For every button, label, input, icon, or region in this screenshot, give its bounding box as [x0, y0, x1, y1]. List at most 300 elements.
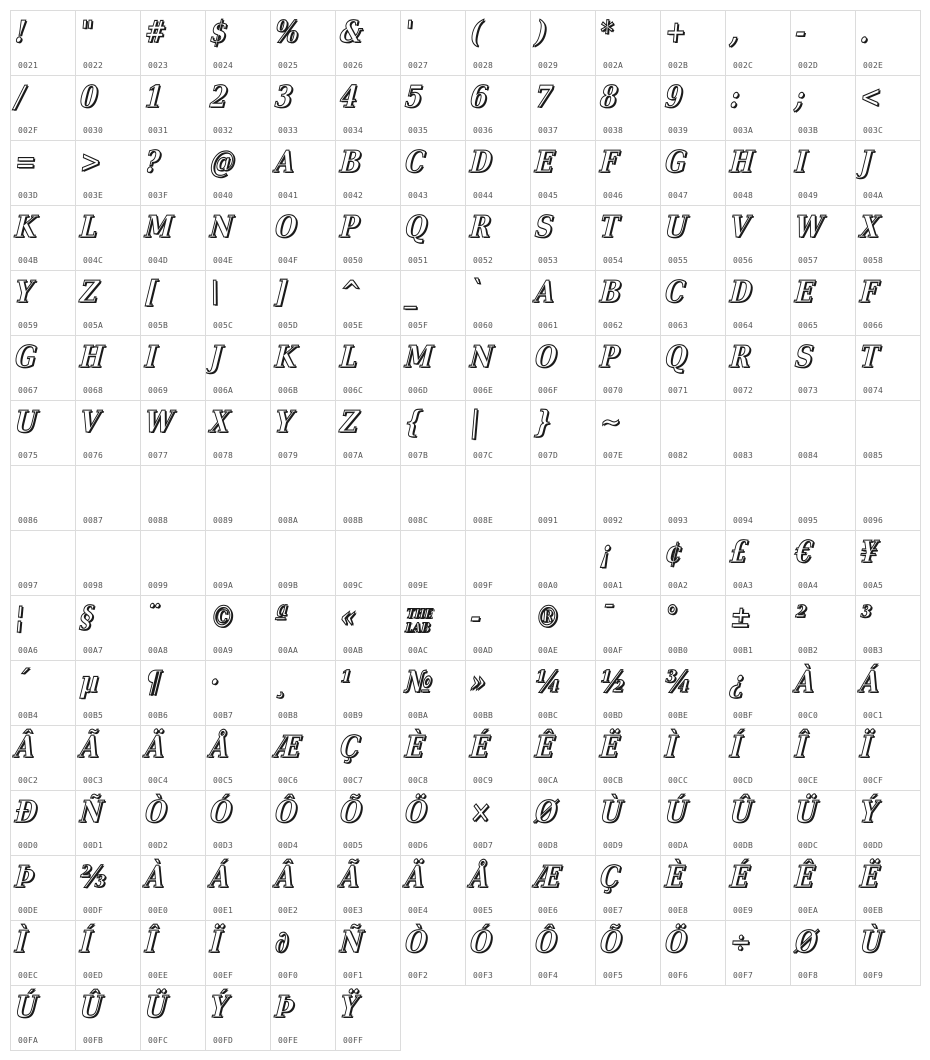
glyph-cell — [270, 140, 336, 206]
glyph-cell — [725, 530, 791, 596]
glyph-char: " — [78, 15, 95, 50]
glyph-char: K — [273, 340, 299, 375]
glyph-cell — [205, 920, 271, 986]
glyph-cell — [855, 790, 921, 856]
glyph-char: X — [858, 210, 881, 245]
glyph-cell — [205, 530, 271, 596]
glyph-cell — [465, 725, 531, 791]
glyph-code-label: 0078 — [213, 451, 234, 460]
glyph-char: Â — [273, 860, 296, 895]
glyph-code-label: 0056 — [733, 256, 754, 265]
glyph-code-label: 00B1 — [733, 646, 754, 655]
glyph-char: ⅔ — [78, 860, 108, 895]
glyph-cell — [205, 465, 271, 531]
glyph-code-label: 00C1 — [863, 711, 884, 720]
glyph-char: Ò — [143, 795, 169, 830]
glyph-cell — [725, 855, 791, 921]
glyph-char: F — [598, 145, 620, 180]
glyph-cell — [335, 10, 401, 76]
glyph-code-label: 005F — [408, 321, 429, 330]
glyph-code-label: 0044 — [473, 191, 494, 200]
glyph-code-label: 0027 — [408, 61, 429, 70]
glyph-cell — [465, 790, 531, 856]
glyph-char: . — [858, 15, 871, 50]
glyph-code-label: 0033 — [278, 126, 299, 135]
glyph-char: Ñ — [78, 795, 105, 830]
glyph-cell — [725, 660, 791, 726]
glyph-char: > — [78, 145, 103, 180]
glyph-cell — [75, 335, 141, 401]
glyph-char: N — [208, 210, 235, 245]
glyph-code-label: 00EF — [213, 971, 234, 980]
glyph-code-label: 0038 — [603, 126, 624, 135]
glyph-char: T — [598, 210, 621, 245]
glyph-cell — [335, 465, 401, 531]
glyph-cell — [465, 595, 531, 661]
glyph-code-label: 00CB — [603, 776, 624, 785]
glyph-cell — [205, 75, 271, 141]
glyph-cell — [10, 595, 76, 661]
glyph-code-label: 0021 — [18, 61, 39, 70]
glyph-code-label: 00D4 — [278, 841, 299, 850]
glyph-char: Ü — [143, 990, 169, 1025]
glyph-code-label: 00B3 — [863, 646, 884, 655]
glyph-code-label: 008A — [278, 516, 299, 525]
glyph-code-label: 0059 — [18, 321, 39, 330]
glyph-char: » — [468, 665, 488, 700]
glyph-char: T — [858, 340, 881, 375]
glyph-char: 9 — [663, 80, 684, 115]
glyph-code-label: 00F0 — [278, 971, 299, 980]
glyph-code-label: 0029 — [538, 61, 559, 70]
glyph-code-label: 00A9 — [213, 646, 234, 655]
glyph-cell — [855, 595, 921, 661]
glyph-cell — [140, 920, 206, 986]
glyph-char: G — [663, 145, 688, 180]
glyph-cell — [530, 595, 596, 661]
glyph-code-label: 006B — [278, 386, 299, 395]
glyph-code-label: 0046 — [603, 191, 624, 200]
glyph-cell — [790, 920, 856, 986]
glyph-code-label: 00E4 — [408, 906, 429, 915]
glyph-cell — [270, 920, 336, 986]
glyph-cell — [75, 400, 141, 466]
glyph-char: I — [793, 145, 809, 180]
glyph-code-label: 0041 — [278, 191, 299, 200]
glyph-cell — [270, 465, 336, 531]
glyph-code-label: 008E — [473, 516, 494, 525]
glyph-char: 7 — [533, 80, 554, 115]
glyph-cell — [660, 465, 726, 531]
glyph-char: µ — [78, 665, 100, 700]
glyph-code-label: 0068 — [83, 386, 104, 395]
glyph-cell — [660, 75, 726, 141]
glyph-char: A — [533, 275, 556, 310]
glyph-code-label: 00AD — [473, 646, 494, 655]
glyph-code-label: 00B5 — [83, 711, 104, 720]
glyph-code-label: 004C — [83, 256, 104, 265]
glyph-char: 6 — [468, 80, 489, 115]
glyph-code-label: 00C6 — [278, 776, 299, 785]
glyph-char: Y — [13, 275, 35, 310]
glyph-char: J — [858, 145, 874, 180]
glyph-cell — [855, 140, 921, 206]
glyph-code-label: 003A — [733, 126, 754, 135]
glyph-cell — [595, 530, 661, 596]
glyph-cell — [75, 10, 141, 76]
glyph-char: × — [468, 795, 493, 830]
glyph-cell — [400, 920, 466, 986]
glyph-char: \ — [208, 275, 221, 310]
glyph-code-label: 0032 — [213, 126, 234, 135]
glyph-char: Ê — [533, 730, 556, 765]
glyph-code-label: 00DC — [798, 841, 819, 850]
glyph-char: G — [13, 340, 38, 375]
glyph-code-label: 00C2 — [18, 776, 39, 785]
glyph-cell — [855, 75, 921, 141]
glyph-cell — [855, 920, 921, 986]
glyph-char: © — [208, 600, 237, 635]
glyph-cell — [205, 400, 271, 466]
glyph-code-label: 00DB — [733, 841, 754, 850]
glyph-cell — [140, 10, 206, 76]
glyph-code-label: 00FC — [148, 1036, 169, 1045]
glyph-code-label: 00F6 — [668, 971, 689, 980]
glyph-code-label: 00AF — [603, 646, 624, 655]
glyph-cell — [400, 465, 466, 531]
glyph-code-label: 003B — [798, 126, 819, 135]
glyph-cell — [530, 205, 596, 271]
glyph-code-label: 00D9 — [603, 841, 624, 850]
glyph-cell — [595, 465, 661, 531]
glyph-cell — [660, 595, 726, 661]
glyph-code-label: 0091 — [538, 516, 559, 525]
glyph-cell — [790, 335, 856, 401]
glyph-char: O — [273, 210, 299, 245]
glyph-code-label: 0047 — [668, 191, 689, 200]
glyph-code-label: 0036 — [473, 126, 494, 135]
glyph-cell — [530, 530, 596, 596]
glyph-cell — [660, 790, 726, 856]
glyph-code-label: 00E9 — [733, 906, 754, 915]
glyph-cell — [335, 140, 401, 206]
glyph-code-label: 007C — [473, 451, 494, 460]
glyph-char: Ý — [858, 795, 880, 830]
glyph-code-label: 00F1 — [343, 971, 364, 980]
glyph-cell — [530, 465, 596, 531]
glyph-code-label: 005A — [83, 321, 104, 330]
glyph-code-label: 00A6 — [18, 646, 39, 655]
glyph-cell — [400, 335, 466, 401]
glyph-char: Đ — [13, 795, 39, 830]
glyph-char: ® — [533, 600, 562, 635]
glyph-char: Â — [13, 730, 36, 765]
glyph-char: _ — [403, 275, 420, 310]
glyph-code-label: 00C7 — [343, 776, 364, 785]
glyph-code-label: 00E1 — [213, 906, 234, 915]
glyph-code-label: 00DF — [83, 906, 104, 915]
glyph-char: ¡ — [598, 535, 613, 570]
glyph-char: + — [663, 15, 688, 50]
glyph-char: 3 — [273, 80, 294, 115]
glyph-cell — [335, 595, 401, 661]
glyph-code-label: 0096 — [863, 516, 884, 525]
glyph-char: Ÿ — [338, 990, 360, 1025]
glyph-cell — [270, 400, 336, 466]
glyph-code-label: 00BF — [733, 711, 754, 720]
glyph-code-label: 00D0 — [18, 841, 39, 850]
glyph-cell — [75, 660, 141, 726]
glyph-char: J — [208, 340, 224, 375]
glyph-char: S — [793, 340, 815, 375]
glyph-code-label: 00D3 — [213, 841, 234, 850]
glyph-cell — [725, 335, 791, 401]
glyph-code-label: 0028 — [473, 61, 494, 70]
glyph-cell — [530, 790, 596, 856]
glyph-code-label: 00A8 — [148, 646, 169, 655]
glyph-code-label: 0052 — [473, 256, 494, 265]
glyph-code-label: 009C — [343, 581, 364, 590]
glyph-cell — [660, 335, 726, 401]
glyph-code-label: 00C5 — [213, 776, 234, 785]
glyph-char: Í — [78, 925, 94, 960]
glyph-cell — [530, 400, 596, 466]
glyph-code-label: 00BE — [668, 711, 689, 720]
glyph-cell — [75, 140, 141, 206]
glyph-cell — [400, 530, 466, 596]
glyph-code-label: 00AE — [538, 646, 559, 655]
glyph-cell — [335, 985, 401, 1051]
glyph-cell — [140, 530, 206, 596]
glyph-code-label: 009A — [213, 581, 234, 590]
glyph-cell — [335, 400, 401, 466]
glyph-char: B — [338, 145, 363, 180]
glyph-char: Î — [143, 925, 159, 960]
glyph-cell — [595, 920, 661, 986]
glyph-char: À — [793, 665, 816, 700]
glyph-code-label: 008B — [343, 516, 364, 525]
glyph-cell — [205, 855, 271, 921]
glyph-code-label: 00AA — [278, 646, 299, 655]
glyph-code-label: 0062 — [603, 321, 624, 330]
glyph-char: ¼ — [533, 665, 563, 700]
glyph-cell — [10, 465, 76, 531]
glyph-code-label: 00E6 — [538, 906, 559, 915]
glyph-char: < — [858, 80, 883, 115]
glyph-cell — [790, 10, 856, 76]
glyph-char: C — [403, 145, 427, 180]
glyph-code-label: 0077 — [148, 451, 169, 460]
glyph-cell — [725, 140, 791, 206]
glyph-cell — [140, 75, 206, 141]
glyph-code-label: 006D — [408, 386, 429, 395]
glyph-char: № — [403, 665, 434, 700]
glyph-char: Ë — [598, 730, 621, 765]
glyph-char: O — [533, 340, 559, 375]
glyph-char: Û — [78, 990, 104, 1025]
glyph-char: ¾ — [663, 665, 693, 700]
glyph-cell — [465, 660, 531, 726]
glyph-code-label: 00DA — [668, 841, 689, 850]
glyph-code-label: 006A — [213, 386, 234, 395]
glyph-char: Ì — [13, 925, 29, 960]
glyph-char: ] — [273, 275, 289, 310]
glyph-cell — [400, 595, 466, 661]
glyph-code-label: 00F2 — [408, 971, 429, 980]
glyph-code-label: 008C — [408, 516, 429, 525]
glyph-cell — [10, 660, 76, 726]
glyph-cell — [270, 270, 336, 336]
glyph-cell — [75, 270, 141, 336]
glyph-code-label: 00B0 — [668, 646, 689, 655]
glyph-cell — [530, 335, 596, 401]
glyph-char: Ô — [533, 925, 559, 960]
glyph-code-label: 0063 — [668, 321, 689, 330]
glyph-cell — [400, 660, 466, 726]
glyph-cell — [790, 205, 856, 271]
glyph-char: Í — [728, 730, 744, 765]
glyph-cell — [725, 725, 791, 791]
glyph-cell — [400, 790, 466, 856]
glyph-char: M — [403, 340, 435, 375]
glyph-char: - — [468, 600, 483, 635]
glyph-char: Ø — [533, 795, 559, 830]
glyph-cell — [855, 335, 921, 401]
glyph-code-label: 0087 — [83, 516, 104, 525]
glyph-code-label: 00BB — [473, 711, 494, 720]
glyph-cell — [725, 790, 791, 856]
glyph-code-label: 00E8 — [668, 906, 689, 915]
glyph-code-label: 00FF — [343, 1036, 364, 1045]
glyph-cell — [725, 595, 791, 661]
glyph-code-label: 003D — [18, 191, 39, 200]
glyph-char: 1 — [143, 80, 164, 115]
glyph-cell — [660, 920, 726, 986]
glyph-code-label: 0070 — [603, 386, 624, 395]
glyph-cell — [10, 725, 76, 791]
glyph-cell — [140, 270, 206, 336]
glyph-code-label: 00B4 — [18, 711, 39, 720]
glyph-code-label: 0083 — [733, 451, 754, 460]
glyph-cell — [10, 335, 76, 401]
glyph-code-label: 007A — [343, 451, 364, 460]
glyph-char: Z — [78, 275, 100, 310]
glyph-cell — [140, 660, 206, 726]
glyph-code-label: 0097 — [18, 581, 39, 590]
glyph-cell — [660, 725, 726, 791]
glyph-code-label: 00CF — [863, 776, 884, 785]
glyph-cell — [270, 530, 336, 596]
glyph-cell — [855, 205, 921, 271]
glyph-cell — [75, 530, 141, 596]
glyph-char: L — [338, 340, 360, 375]
glyph-cell — [725, 270, 791, 336]
glyph-char: Ñ — [338, 925, 365, 960]
glyph-cell — [465, 335, 531, 401]
glyph-code-label: 004D — [148, 256, 169, 265]
glyph-code-label: 00CC — [668, 776, 689, 785]
glyph-cell — [140, 725, 206, 791]
glyph-char: / — [13, 80, 26, 115]
glyph-cell — [465, 140, 531, 206]
glyph-char: % — [273, 15, 301, 50]
glyph-char: ª — [273, 600, 289, 635]
glyph-code-label: 0039 — [668, 126, 689, 135]
glyph-char: Ö — [663, 925, 689, 960]
glyph-char: R — [728, 340, 753, 375]
glyph-code-label: 005C — [213, 321, 234, 330]
glyph-code-label: 00B6 — [148, 711, 169, 720]
glyph-code-label: 0069 — [148, 386, 169, 395]
glyph-code-label: 0082 — [668, 451, 689, 460]
glyph-char: ³ — [858, 600, 873, 635]
glyph-char: 4 — [338, 80, 359, 115]
glyph-code-label: 00D7 — [473, 841, 494, 850]
glyph-cell — [855, 400, 921, 466]
glyph-char: Ë — [858, 860, 881, 895]
glyph-char: ¥ — [858, 535, 879, 570]
glyph-char: ( — [468, 15, 484, 50]
glyph-cell — [140, 400, 206, 466]
glyph-code-label: 0067 — [18, 386, 39, 395]
glyph-cell — [660, 140, 726, 206]
glyph-cell — [270, 790, 336, 856]
glyph-char: S — [533, 210, 555, 245]
glyph-char: P — [338, 210, 361, 245]
glyph-cell — [10, 920, 76, 986]
glyph-cell — [595, 75, 661, 141]
glyph-code-label: 00E3 — [343, 906, 364, 915]
glyph-cell — [205, 335, 271, 401]
glyph-cell — [270, 335, 336, 401]
glyph-char: D — [468, 145, 494, 180]
glyph-code-label: 0026 — [343, 61, 364, 70]
glyph-cell — [595, 855, 661, 921]
glyph-cell — [335, 75, 401, 141]
glyph-code-label: 004B — [18, 256, 39, 265]
glyph-cell — [660, 530, 726, 596]
glyph-code-label: 00D2 — [148, 841, 169, 850]
glyph-cell — [530, 270, 596, 336]
glyph-code-label: 0073 — [798, 386, 819, 395]
glyph-code-label: 00EB — [863, 906, 884, 915]
glyph-code-label: 0045 — [538, 191, 559, 200]
glyph-char: ° — [663, 600, 680, 635]
glyph-code-label: 0030 — [83, 126, 104, 135]
glyph-char: ^ — [338, 275, 363, 310]
glyph-char: Ì — [663, 730, 679, 765]
glyph-char: Å — [208, 730, 231, 765]
glyph-code-label: 00BA — [408, 711, 429, 720]
glyph-code-label: 002D — [798, 61, 819, 70]
glyph-char: Ä — [143, 730, 166, 765]
glyph-char: ! — [13, 15, 28, 50]
glyph-cell — [75, 985, 141, 1051]
glyph-code-label: 0043 — [408, 191, 429, 200]
glyph-code-label: 00BC — [538, 711, 559, 720]
glyph-code-label: 0053 — [538, 256, 559, 265]
glyph-code-label: 00CD — [733, 776, 754, 785]
glyph-cell — [790, 140, 856, 206]
glyph-code-label: 004F — [278, 256, 299, 265]
glyph-code-label: 0074 — [863, 386, 884, 395]
glyph-cell — [75, 465, 141, 531]
glyph-code-label: 0088 — [148, 516, 169, 525]
glyph-char: Á — [208, 860, 231, 895]
glyph-char: Ö — [403, 795, 429, 830]
glyph-char: Á — [858, 665, 881, 700]
glyph-cell — [140, 205, 206, 271]
